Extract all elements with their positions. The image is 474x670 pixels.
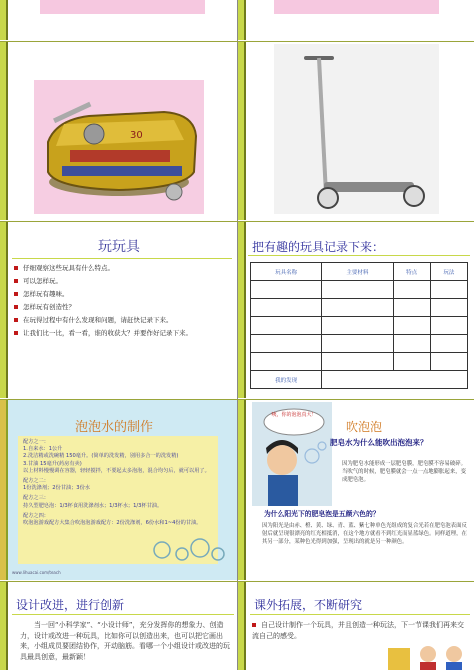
slide-title: 把有趣的玩具记录下来： bbox=[252, 240, 385, 254]
slide-title: 玩玩具 bbox=[98, 239, 140, 255]
column-header: 特点 bbox=[393, 263, 430, 281]
svg-text:30: 30 bbox=[130, 130, 143, 141]
footnote: www.lihuacai.com/teach bbox=[12, 570, 61, 575]
column-header: 玩法 bbox=[430, 263, 467, 281]
table-row bbox=[251, 281, 468, 299]
table-row bbox=[251, 335, 468, 353]
question-2: 为什么阳光下的肥皂泡是五颜六色的？ bbox=[264, 510, 380, 518]
slide-title: 设计改进，进行创新 bbox=[16, 598, 125, 612]
bubbles-decoration bbox=[150, 536, 230, 566]
table-row bbox=[251, 317, 468, 335]
slide-scooter bbox=[238, 42, 474, 220]
table-row bbox=[251, 353, 468, 371]
bullet-item: 仔细观察这些玩具有什么特点。 bbox=[14, 262, 232, 275]
column-header: 玩具名称 bbox=[251, 263, 322, 281]
slide-record bbox=[238, 222, 474, 398]
slide-top-right bbox=[238, 0, 474, 40]
slide-extend bbox=[238, 582, 474, 670]
bullet-icon bbox=[252, 623, 256, 627]
recipe-4: 配方之四： 吹泡泡游戏配方大集合吹泡泡游戏配方：2份洗涤剂，6份水和1~4份的甘油。 bbox=[23, 512, 202, 527]
pink-panel bbox=[40, 0, 205, 14]
bullet-item: 让我们比一比，看一看，谁的收获大？并要作好记录下来。 bbox=[14, 327, 232, 340]
bullet-list bbox=[14, 262, 232, 340]
photo-panel bbox=[252, 402, 332, 506]
column-header: 主要材料 bbox=[322, 263, 393, 281]
recipe-3: 配方之三： 持久型肥皂泡：1/3杯食用洗涤剂水；1/3杯水；1/3杯甘油。 bbox=[23, 495, 163, 509]
record-table bbox=[250, 262, 468, 389]
slide-bubble-make bbox=[0, 400, 237, 580]
speech-bubble: 咦，你的泡泡真大！ bbox=[271, 412, 317, 418]
bullet-item: 可以怎样玩。 bbox=[14, 275, 232, 288]
tin-tank-toy-image bbox=[34, 80, 204, 214]
table-row bbox=[251, 299, 468, 317]
extend-text: 自己设计制作一个玩具，并且创造一种玩法，下一节课我们再来交流自己的感受。 bbox=[252, 621, 464, 640]
slide-title: 课外拓展，不断研究 bbox=[254, 598, 363, 612]
footer-label: 我的发现 bbox=[251, 371, 322, 389]
slide-design bbox=[0, 582, 237, 670]
slide-title: 吹泡泡 bbox=[346, 420, 383, 434]
children-illustration bbox=[388, 642, 474, 670]
bullet-item: 怎样玩有趣味。 bbox=[14, 288, 232, 301]
slide-tank bbox=[0, 42, 237, 220]
question-1: 肥皂水为什么能吹出泡泡来？ bbox=[330, 438, 428, 447]
recipe-2: 配方之二： 1份洗涤剂；2份甘油；3份水 bbox=[23, 478, 90, 492]
bullet-item: 怎样玩有创造性？ bbox=[14, 301, 232, 314]
pink-photo-frame bbox=[274, 44, 439, 214]
slide-play bbox=[0, 222, 237, 398]
answer-2: 因为阳光是由赤、橙、黄、绿、青、蓝、紫七种单色光组成的复合光若在肥皂泡表面反射后就呈现很漂亮的红光相抵消，在这个地方就看不到红光而显蓝绿色。同样道理，在其另一部分，某种色光得到加强，呈现出的就是另一种颜色。 bbox=[262, 523, 467, 545]
slide-title: 泡泡水的制作 bbox=[75, 420, 154, 435]
answer-1: 因为肥皂水能形成一层肥皂膜，肥皂膜不容易破碎。当吹气的时候，肥皂膜就会一点一点地膨胀起来，变成肥皂泡。 bbox=[342, 461, 466, 483]
bullet-item: 在玩得过程中有什么发现和问题，请赶快记录下来。 bbox=[14, 314, 232, 327]
recipe-1: 配方之一： 1.自来水：1公升 2.洗洁精或洗碗精 150毫升。(简单的洗发精，别用多合一的洗发精) 3.甘油 15毫升(药房有卖) 以上材料慢慢调在容器，轻轻搅拌，不要起太多泡泡，混合均匀后，就可以用了。 bbox=[23, 439, 210, 474]
pink-photo-frame bbox=[34, 80, 204, 214]
slide-bubble-blow bbox=[238, 400, 474, 580]
table-footer-row bbox=[251, 371, 468, 389]
design-text: 当一回“小科学家”、“小设计师”，充分发挥你的想象力、创造力，设计或改进一种玩具，比如你可以创造出来，也可以把它画出来，小组成员要团结协作，开动脑筋。看哪一个小组设计或改进的玩具最具创意，最新颖！ bbox=[20, 621, 230, 661]
slide-top-left bbox=[0, 0, 237, 40]
scooter-image bbox=[274, 44, 439, 214]
table-header-row bbox=[251, 263, 468, 281]
pink-panel bbox=[274, 0, 439, 14]
